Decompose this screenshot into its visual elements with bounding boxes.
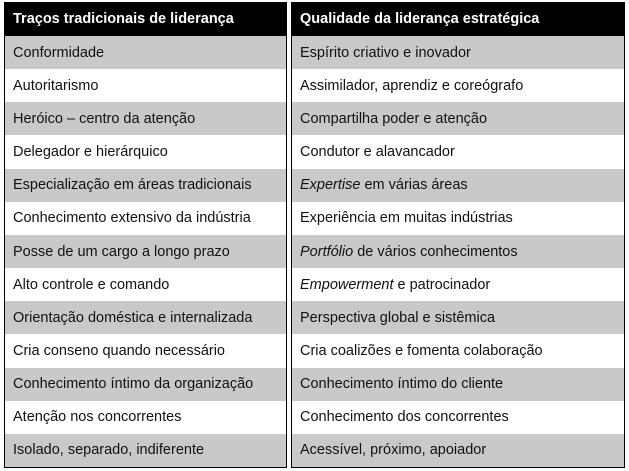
strategic-quality-row bbox=[292, 401, 624, 434]
traditional-trait-text: Delegador e hierárquico bbox=[13, 144, 168, 161]
traditional-trait-text: Autoritarismo bbox=[13, 77, 99, 94]
traditional-trait-row bbox=[5, 36, 286, 69]
traditional-trait-text: Isolado, separado, indiferente bbox=[13, 442, 205, 459]
traditional-trait-text: Orientação doméstica e internalizada bbox=[13, 309, 253, 326]
strategic-quality-row bbox=[292, 102, 624, 135]
traditional-trait-text: Conhecimento extensivo da indústria bbox=[13, 210, 251, 227]
traditional-trait-row bbox=[5, 235, 286, 268]
strategic-quality-row bbox=[292, 202, 624, 235]
traditional-trait-row bbox=[5, 69, 286, 102]
strategic-quality-text: Cria coalizões e fomenta colaboração bbox=[300, 342, 543, 359]
strategic-quality-row bbox=[292, 434, 624, 467]
strategic-quality-row bbox=[292, 235, 624, 268]
strategic-quality-text: em várias áreas bbox=[360, 177, 468, 194]
strategic-quality-text: Perspectiva global e sistêmica bbox=[300, 309, 496, 326]
traditional-trait-text: Especialização em áreas tradicionais bbox=[13, 177, 252, 194]
strategic-quality-text: Experiência em muitas indústrias bbox=[300, 210, 513, 227]
strategic-quality-text: Compartilha poder e atenção bbox=[300, 110, 488, 127]
traditional-trait-row bbox=[5, 169, 286, 202]
strategic-quality-row bbox=[292, 135, 624, 168]
traditional-trait-row bbox=[5, 401, 286, 434]
traditional-leadership-header: Traços tradicionais de liderança bbox=[5, 3, 286, 36]
traditional-trait-row bbox=[5, 301, 286, 334]
strategic-quality-text: e patrocinador bbox=[393, 276, 491, 293]
strategic-quality-italic-term: Empowerment bbox=[300, 276, 394, 293]
strategic-quality-italic-term: Portfólio bbox=[300, 243, 354, 260]
strategic-quality-text: Conhecimento íntimo do cliente bbox=[300, 376, 504, 393]
strategic-leadership-header: Qualidade da liderança estratégica bbox=[292, 3, 624, 36]
traditional-trait-row bbox=[5, 334, 286, 367]
traditional-trait-text: Cria conseno quando necessário bbox=[13, 342, 225, 359]
strategic-quality-text: Condutor e alavancador bbox=[300, 144, 455, 161]
strategic-quality-row bbox=[292, 334, 624, 367]
strategic-quality-row bbox=[292, 36, 624, 69]
traditional-trait-row bbox=[5, 368, 286, 401]
strategic-quality-text: Espírito criativo e inovador bbox=[300, 44, 471, 61]
strategic-quality-text: Conhecimento dos concorrentes bbox=[300, 409, 509, 426]
strategic-quality-row bbox=[292, 69, 624, 102]
traditional-trait-text: Posse de um cargo a longo prazo bbox=[13, 243, 230, 260]
traditional-trait-text: Heróico – centro da atenção bbox=[13, 110, 196, 127]
traditional-trait-row bbox=[5, 434, 286, 467]
traditional-trait-row bbox=[5, 202, 286, 235]
strategic-leadership-column bbox=[291, 2, 625, 468]
traditional-trait-text: Atenção nos concorrentes bbox=[13, 409, 182, 426]
traditional-trait-text: Alto controle e comando bbox=[13, 276, 170, 293]
strategic-quality-text: de vários conhecimentos bbox=[353, 243, 518, 260]
strategic-quality-row bbox=[292, 268, 624, 301]
traditional-leadership-column bbox=[4, 2, 287, 468]
traditional-trait-text: Conformidade bbox=[13, 44, 105, 61]
strategic-quality-italic-term: Expertise bbox=[300, 177, 361, 194]
strategic-quality-text: Assimilador, aprendiz e coreógrafo bbox=[300, 77, 524, 94]
traditional-trait-row bbox=[5, 268, 286, 301]
strategic-quality-row bbox=[292, 301, 624, 334]
traditional-trait-text: Conhecimento íntimo da organização bbox=[13, 376, 254, 393]
strategic-quality-row bbox=[292, 169, 624, 202]
strategic-quality-row bbox=[292, 368, 624, 401]
traditional-trait-row bbox=[5, 102, 286, 135]
traditional-trait-row bbox=[5, 135, 286, 168]
strategic-quality-text: Acessível, próximo, apoiador bbox=[300, 442, 487, 459]
